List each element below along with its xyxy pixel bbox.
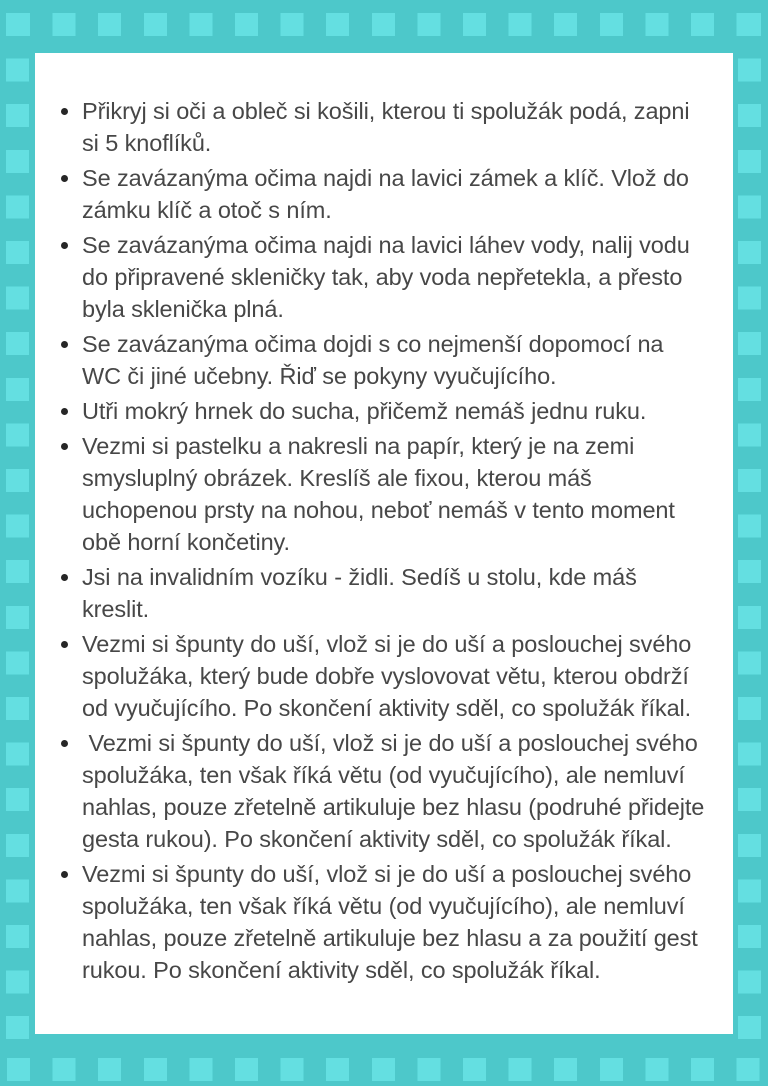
border-pattern-left	[6, 13, 29, 1058]
border-pattern-bottom	[7, 1058, 761, 1081]
list-item: • Se zavázanýma očima dojdi s co nejmenší dopomocí na WC či jiné učebny. Řiď se pokyny vyučujícího.	[82, 328, 707, 392]
border-pattern-right	[738, 13, 761, 1058]
list-item: • Vezmi si špunty do uší, vlož si je do uší a poslouchej svého spolužáka, ten však říká větu (od vyučujícího), ale nemluví nahlas, pouze zřetelně artikuluje bez hlasu (podruhé přidejte gesta rukou). Po skončení aktivity sděl, co spolužák říkal.	[82, 727, 707, 855]
list-item: • Vezmi si pastelku a nakresli na papír, který je na zemi smysluplný obrázek. Kreslíš ale fixou, kterou máš uchopenou prsty na nohou, neboť nemáš v tento moment obě horní končetiny.	[82, 430, 707, 558]
list-item: • Se zavázanýma očima najdi na lavici zámek a klíč. Vlož do zámku klíč a otoč s ním.	[82, 162, 707, 226]
list-item: • Vezmi si špunty do uší, vlož si je do uší a poslouchej svého spolužáka, ten však říká větu (od vyučujícího), ale nemluví nahlas, pouze zřetelně artikuluje bez hlasu a za použití gest rukou. Po skončení aktivity sděl, co spolužák říkal.	[82, 858, 707, 986]
content-card	[35, 53, 733, 1034]
border-pattern-top	[7, 13, 761, 36]
list-item: • Přikryj si oči a obleč si košili, kterou ti spolužák podá, zapni si 5 knoflíků.	[82, 95, 707, 159]
activity-list	[35, 53, 733, 986]
list-item: • Jsi na invalidním vozíku - židli. Sedíš u stolu, kde máš kreslit.	[82, 561, 707, 625]
list-item: • Se zavázanýma očima najdi na lavici láhev vody, nalij vodu do připravené skleničky tak, aby voda nepřetekla, a přesto byla sklenička plná.	[82, 229, 707, 325]
list-item: • Vezmi si špunty do uší, vlož si je do uší a poslouchej svého spolužáka, který bude dobře vyslovovat větu, kterou obdrží od vyučujícího. Po skončení aktivity sděl, co spolužák říkal.	[82, 628, 707, 724]
list-item: • Utři mokrý hrnek do sucha, přičemž nemáš jednu ruku.	[82, 395, 707, 427]
